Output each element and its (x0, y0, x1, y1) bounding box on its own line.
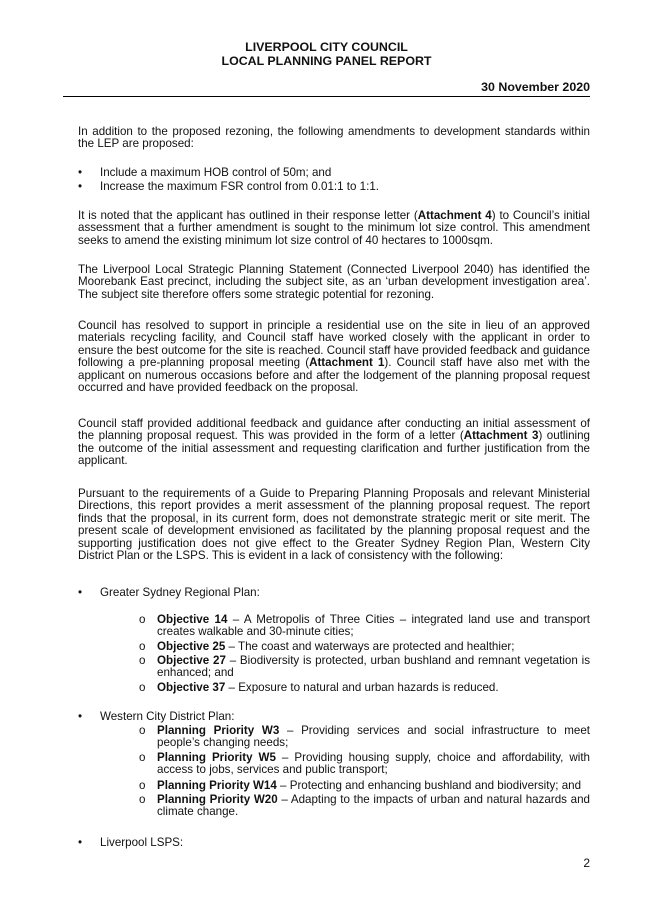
plan-title: Western City District Plan: (100, 710, 235, 723)
bullet-glyph: • (78, 180, 83, 193)
text-run: ) to Council’s initial assessment that a further amendment is sought to the minimum lot size control. This amendment seeks to amend the existing minimum lot size control of 40 hectares to 1000sqm. (78, 209, 590, 247)
list-item (139, 681, 590, 694)
priority-text: – Protecting and enhancing bushland and biodiversity; and (276, 779, 582, 792)
objective-text: – Biodiversity is protected, urban bushland and remnant vegetation is enhanced; and (157, 654, 590, 680)
priority-label: Planning Priority W3 (157, 724, 280, 737)
objective-text: – A Metropolis of Three Cities – integrated land use and transport creates walkable and 30-minute cities; (157, 613, 590, 639)
paragraph-lot-size (78, 210, 590, 247)
list-item (139, 640, 590, 653)
priority-label: Planning Priority W14 (157, 779, 277, 792)
text-run: It is noted that the applicant has outlined in their response letter ( (78, 209, 418, 222)
council-name: LIVERPOOL CITY COUNCIL (245, 40, 408, 54)
sub-bullet-glyph: o (139, 793, 146, 806)
list-item-text: Increase the maximum FSR control from 0.01:1 to 1:1. (100, 180, 380, 193)
attachment-ref: Attachment 3 (463, 429, 539, 443)
text-run: ). Council staff have also met with the applicant on numerous occasions before and after the lodgement of the planning proposal request occurred and have provided feedback on the proposal. (78, 356, 590, 395)
sub-bullet-glyph: o (139, 724, 146, 737)
bullet-glyph: • (78, 836, 83, 849)
text-run: ) outlining the outcome of the initial assessment and requesting clarification and further justification from the applicant. (78, 429, 590, 468)
objective-label: Objective 37 (157, 681, 226, 694)
list-item (78, 166, 570, 179)
priority-text: – Providing housing supply, choice and affordability, with access to jobs, services and public transport; (157, 751, 591, 777)
objective-label: Objective 14 (157, 613, 228, 626)
text-run: Council staff provided additional feedback and guidance after conducting an initial assessment of the planning proposal request. This was provided in the form of a letter ( (78, 417, 590, 443)
bullet-glyph: • (78, 166, 83, 179)
list-item (139, 724, 591, 750)
objective-text: – The coast and waterways are protected and healthier; (225, 640, 515, 653)
list-item (139, 751, 591, 777)
priority-text: – Providing services and social infrastructure to meet people’s changing needs; (157, 724, 591, 750)
priority-label: Planning Priority W20 (157, 793, 278, 806)
list-item (78, 180, 570, 193)
paragraph-merit: Pursuant to the requirements of a Guide to Preparing Planning Proposals and relevant Ministerial Directions, this report provides a merit assessment of the planning proposal request. The report finds that the proposal, in its current form, does not demonstrate strategic merit or site merit. The present scale of development envisioned as facilitated by the planning proposal request and the supporting justification does not give effect to the Greater Sydney Region Plan, Western City District Plan or the LSPS. This is evident in a lack of consistency with the following: (78, 487, 590, 563)
paragraph-council-support (78, 320, 590, 394)
paragraph-lsps: The Liverpool Local Strategic Planning Statement (Connected Liverpool 2040) has identified the Moorebank East precinct, including the subject site, as an ‘urban development investigation area’. The subject site therefore offers some strategic potential for rezoning. (78, 263, 590, 301)
sub-bullet-glyph: o (139, 654, 146, 667)
header-rule (63, 96, 590, 97)
page-number: 2 (583, 856, 590, 870)
sub-bullet-glyph: o (139, 751, 146, 764)
sub-bullet-glyph: o (139, 613, 146, 626)
sub-bullet-glyph: o (139, 681, 146, 694)
plan-title: Greater Sydney Regional Plan: (100, 586, 260, 599)
report-date: 30 November 2020 (481, 80, 590, 94)
intro-paragraph: In addition to the proposed rezoning, the following amendments to development standards within the LEP are proposed: (78, 125, 590, 151)
plan-heading (78, 586, 570, 599)
sub-bullet-glyph: o (139, 640, 146, 653)
list-item (139, 779, 590, 792)
plan-heading (78, 710, 570, 723)
bullet-glyph: • (78, 710, 83, 723)
list-item (139, 654, 590, 680)
objective-text: – Exposure to natural and urban hazards is reduced. (225, 681, 499, 694)
list-item (139, 613, 590, 639)
objective-label: Objective 27 (157, 654, 226, 667)
attachment-ref: Attachment 1 (309, 356, 385, 370)
attachment-ref: Attachment 4 (417, 209, 492, 222)
text-run: Council has resolved to support in principle a residential use on the site in lieu of an approved materials recycling facility, and Council staff have worked closely with the applicant in order to ensure the best outcome for the site is reached. Council staff have provided feedback and guidance following a pre-planning proposal meeting ( (78, 319, 590, 370)
priority-label: Planning Priority W5 (157, 751, 276, 764)
paragraph-assessment (78, 418, 590, 468)
list-item (139, 793, 590, 819)
objective-label: Objective 25 (157, 640, 226, 653)
list-item-text: Include a maximum HOB control of 50m; and (100, 166, 332, 179)
sub-bullet-glyph: o (139, 779, 146, 792)
report-title: LOCAL PLANNING PANEL REPORT (221, 54, 432, 68)
bullet-glyph: • (78, 586, 83, 599)
plan-title: Liverpool LSPS: (100, 836, 184, 849)
priority-text: – Adapting to the impacts of urban and natural hazards and climate change. (157, 793, 590, 819)
plan-heading (78, 836, 570, 849)
